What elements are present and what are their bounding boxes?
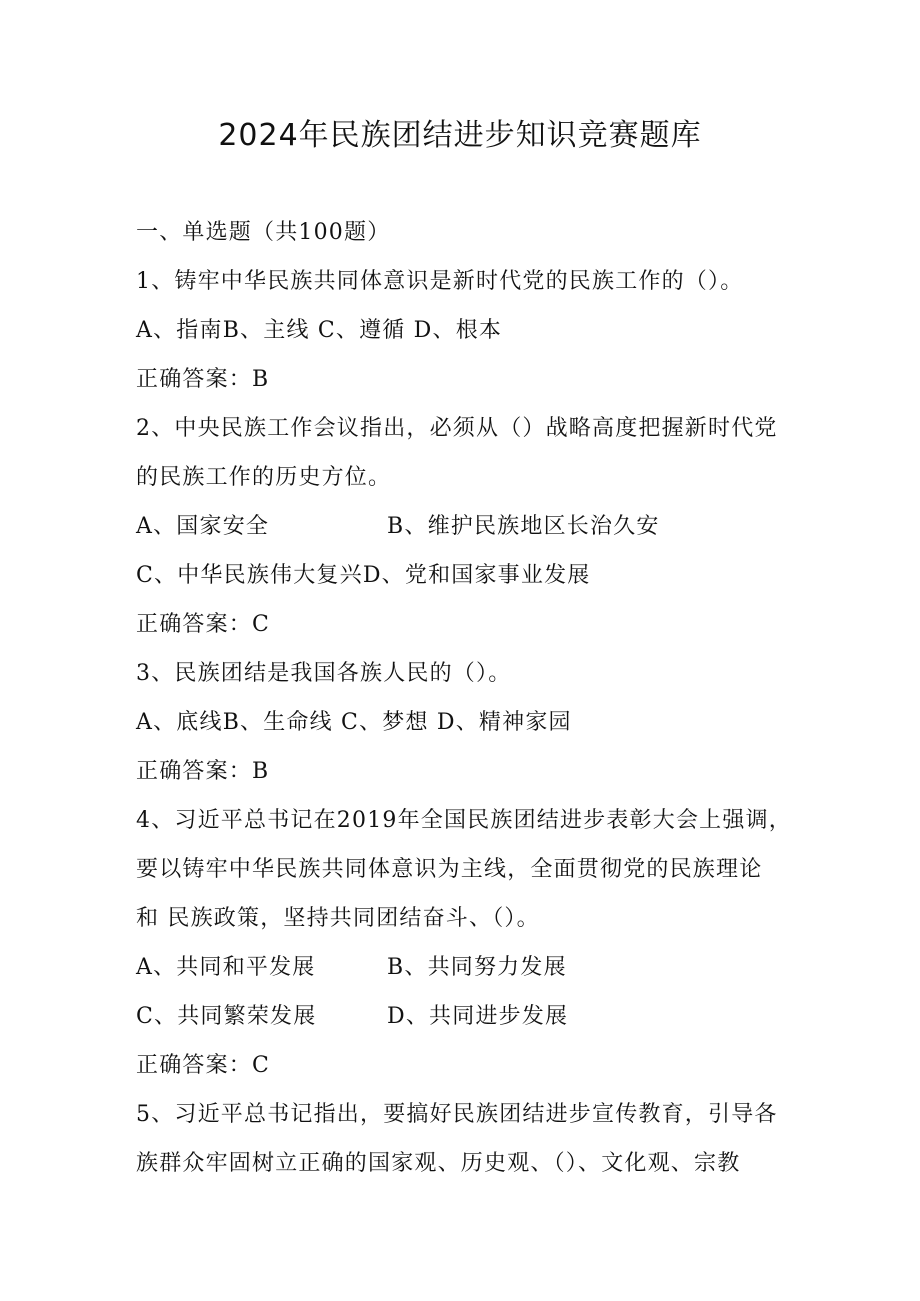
- question-options: A、指南B、主线 C、遵循 D、根本: [136, 318, 503, 343]
- question-stem: 要以铸牢中华民族共同体意识为主线，全面贯彻党的民族理论: [136, 857, 763, 882]
- option-c: C、共同繁荣发展: [136, 1004, 317, 1029]
- section-heading: 一、单选题（共100题）: [136, 220, 391, 245]
- document-title: 2024年民族团结进步知识竞赛题库: [218, 118, 702, 153]
- option-b: B、共同努力发展: [387, 955, 567, 980]
- question-options: [136, 992, 796, 1041]
- question-options: [136, 502, 796, 551]
- option-b: B、维护民族地区长治久安: [387, 514, 660, 539]
- question-options: A、底线B、生命线 C、梦想 D、精神家园: [136, 710, 572, 735]
- question-stem: 5、习近平总书记指出，要搞好民族团结进步宣传教育，引导各: [136, 1102, 778, 1127]
- option-a: A、国家安全: [136, 514, 270, 539]
- question-stem: 1、铸牢中华民族共同体意识是新时代党的民族工作的（）。: [136, 269, 744, 294]
- option-c-d: C、中华民族伟大复兴D、党和国家事业发展: [136, 563, 591, 588]
- question-stem: 的民族工作的历史方位。: [136, 465, 392, 490]
- option-d: D、共同进步发展: [387, 1004, 569, 1029]
- question-options: [136, 943, 796, 992]
- question-stem: 4、习近平总书记在2019年全国民族团结进步表彰大会上强调，: [136, 808, 792, 833]
- option-a: A、共同和平发展: [136, 955, 316, 980]
- question-stem: 2、中央民族工作会议指出，必须从（）战略高度把握新时代党: [136, 416, 778, 441]
- question-options: [136, 551, 796, 600]
- question-answer: 正确答案：C: [136, 1053, 271, 1078]
- question-stem: 和 民族政策，坚持共同团结奋斗、（）。: [136, 906, 540, 931]
- question-list: [136, 208, 796, 1188]
- question-answer: 正确答案：B: [136, 367, 270, 392]
- question-answer: 正确答案：C: [136, 612, 271, 637]
- question-stem: 族群众牢固树立正确的国家观、历史观、（）、文化观、宗教: [136, 1151, 741, 1176]
- question-answer: 正确答案：B: [136, 759, 270, 784]
- question-stem: 3、民族团结是我国各族人民的（）。: [136, 661, 512, 686]
